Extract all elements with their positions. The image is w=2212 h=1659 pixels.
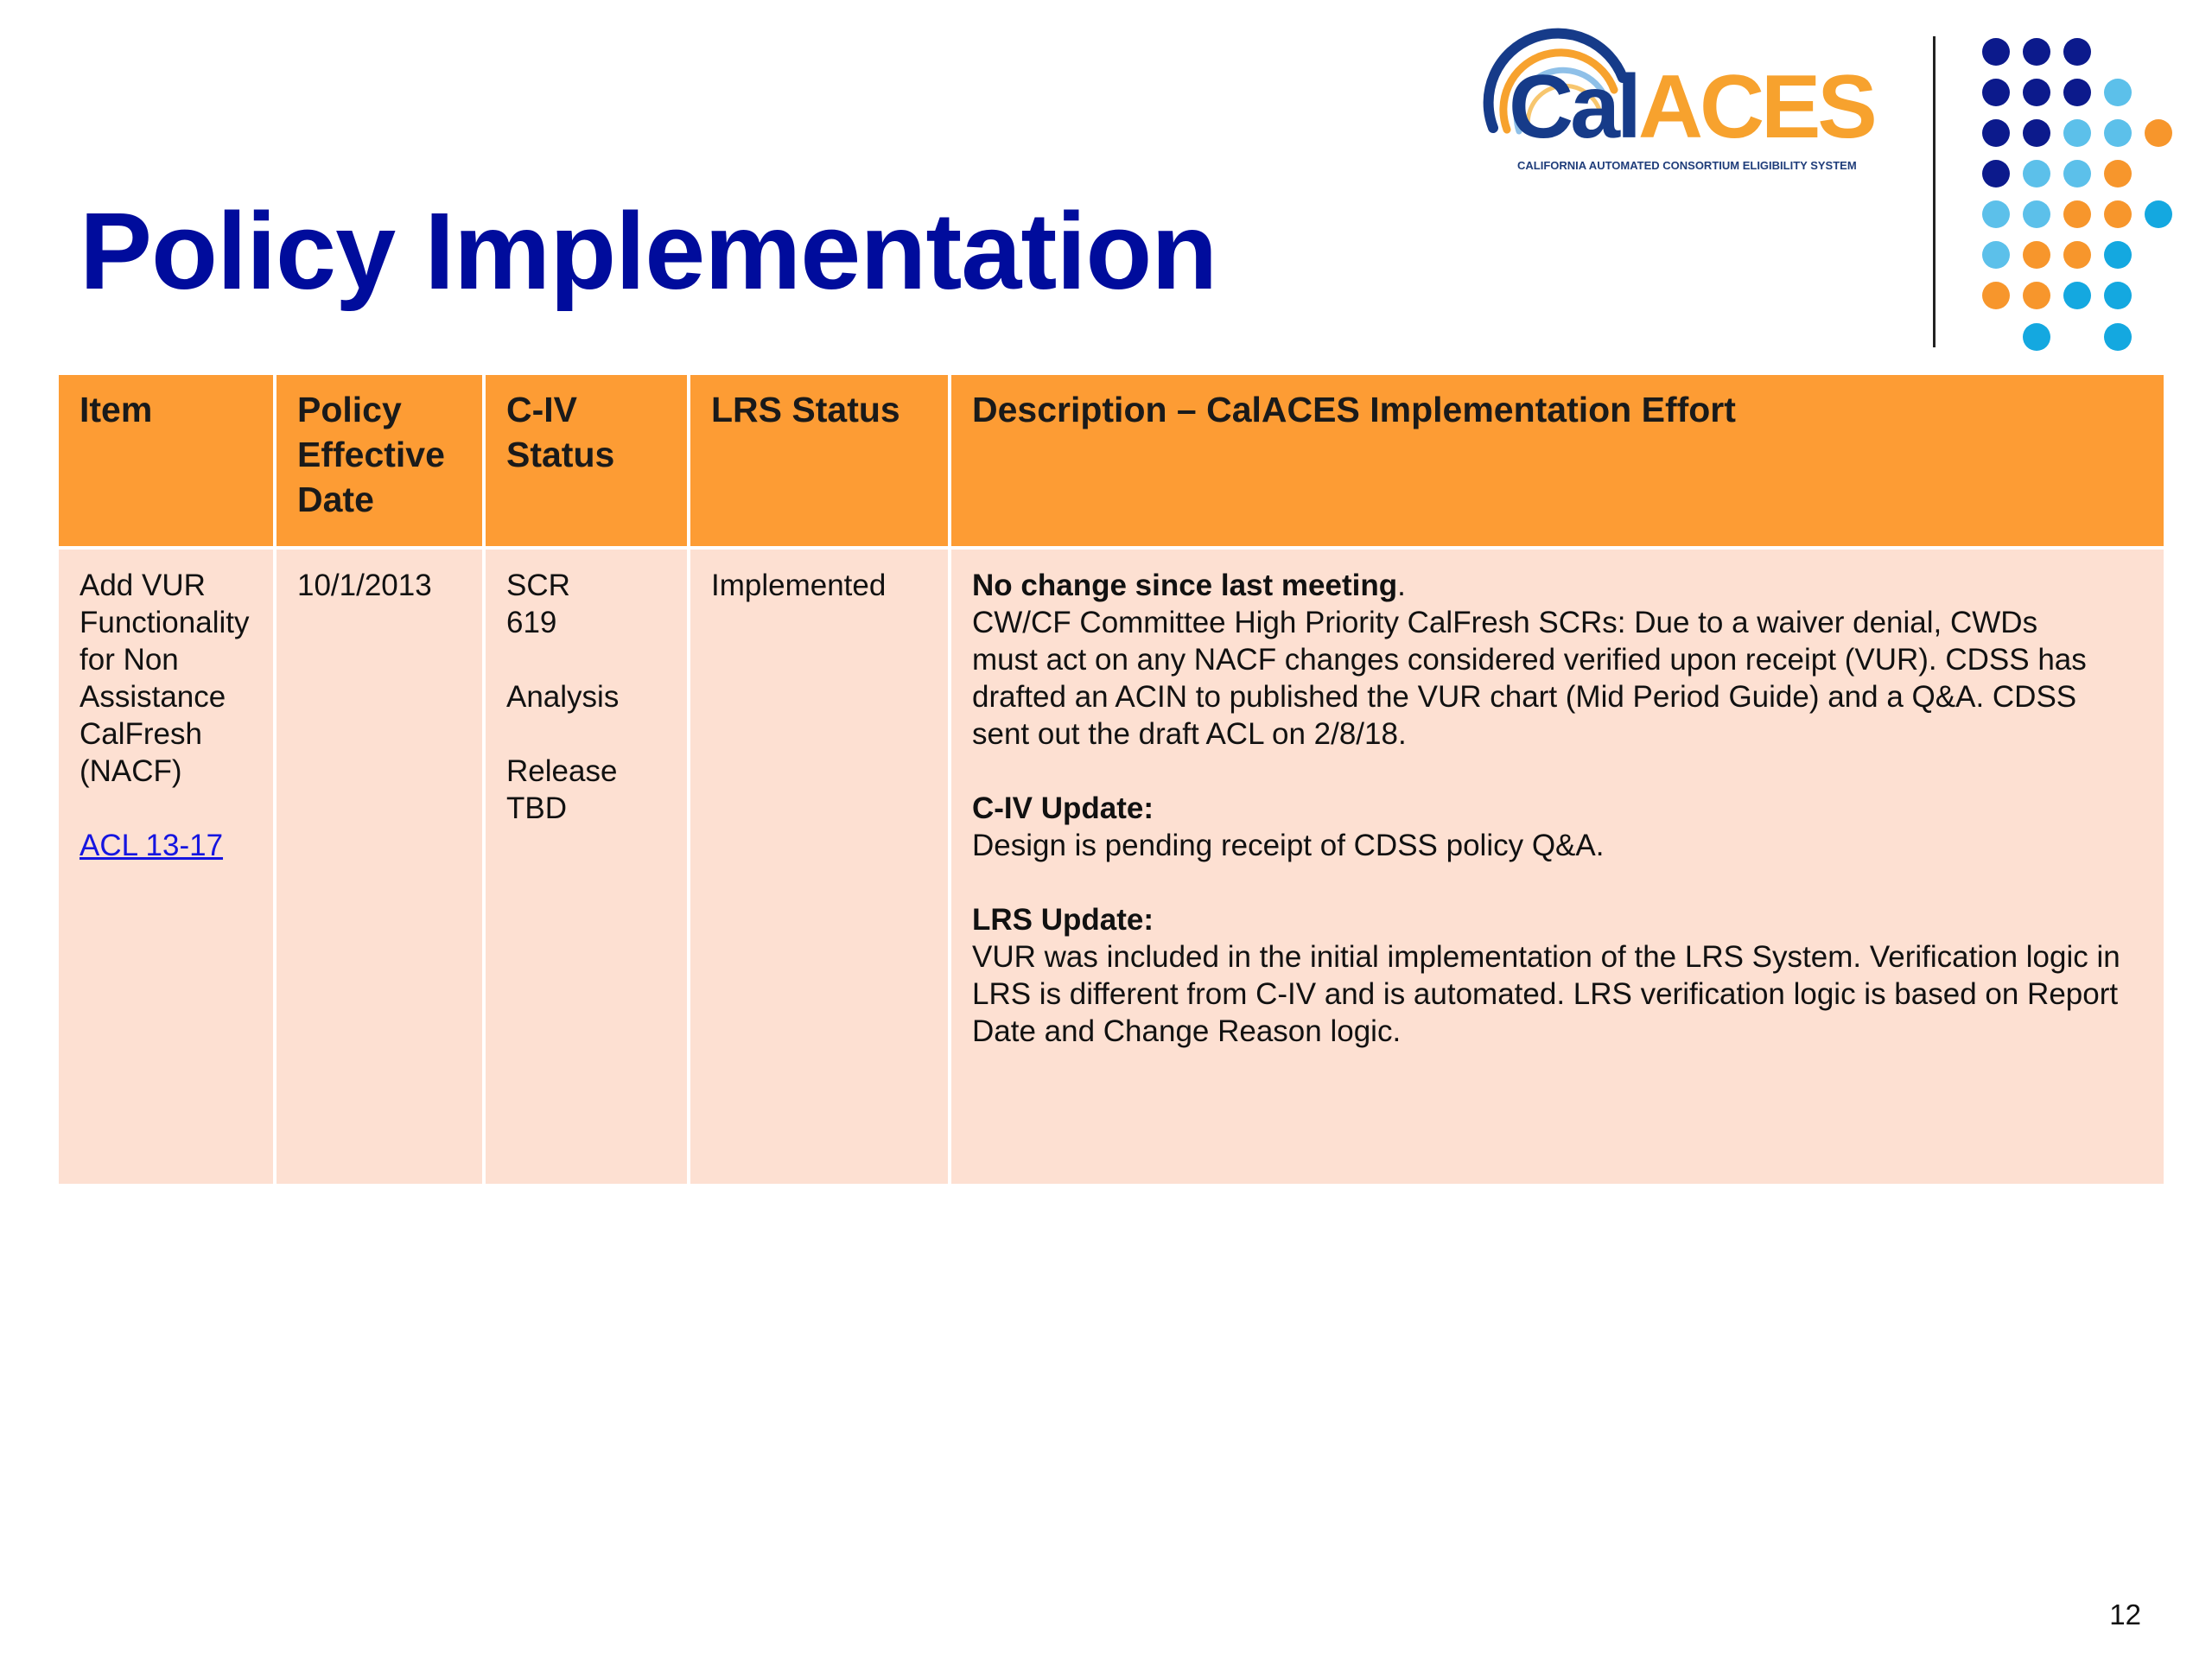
acl-link[interactable]: ACL 13-17	[79, 829, 224, 862]
cell-description: No change since last meeting. CW/CF Committee High Priority CalFresh SCRs: Due to a waiver denial, CWDs must act on any NACF changes considered verified upon receipt (VUR). CDSS has drafted an ACIN to published the VUR chart (Mid Period Guide) and a Q&A. CDSS sent out the draft ACL on 2/8/18. C-IV Update: Design is pending receipt of CDSS policy Q&A. LRS Update: VUR was included in the initial implementation of the LRS System. Verification logic in LRS is different from C-IV and is automated. LRS verification logic is based on Report Date and Change Reason logic.	[950, 548, 2165, 1185]
header-lrs-status: LRS Status	[689, 373, 950, 548]
table-header-row	[57, 373, 2165, 548]
lrs-update-heading: LRS Update:	[972, 903, 1154, 937]
header-civ-status: C-IV Status	[484, 373, 689, 548]
page-number: 12	[2109, 1599, 2141, 1630]
policy-table	[55, 372, 2167, 1187]
calaces-logo	[1478, 17, 1901, 172]
logo-wordmark: CalACES	[1509, 57, 1874, 157]
decorative-dots-icon	[1970, 35, 2177, 363]
cell-item: Add VUR Functionality for Non Assistance CalFresh (NACF) ACL 13-17	[57, 548, 275, 1185]
cell-lrs-status: Implemented	[689, 548, 950, 1185]
header-description: Description – CalACES Implementation Effort	[950, 373, 2165, 548]
table-row	[57, 548, 2165, 1185]
cell-civ-status: SCR 619 Analysis Release TBD	[484, 548, 689, 1185]
civ-update-heading: C-IV Update:	[972, 791, 1154, 825]
header-divider	[1933, 36, 1936, 347]
logo-subtitle: CALIFORNIA AUTOMATED CONSORTIUM ELIGIBILITY SYSTEM	[1517, 159, 1857, 172]
cell-effective-date: 10/1/2013	[275, 548, 484, 1185]
page-title: Policy Implementation	[79, 190, 1217, 312]
description-lead: No change since last meeting	[972, 569, 1398, 602]
header-item: Item	[57, 373, 275, 548]
header-effective-date: Policy Effective Date	[275, 373, 484, 548]
civ-update-text: Design is pending receipt of CDSS policy Q&A.	[972, 829, 1605, 862]
